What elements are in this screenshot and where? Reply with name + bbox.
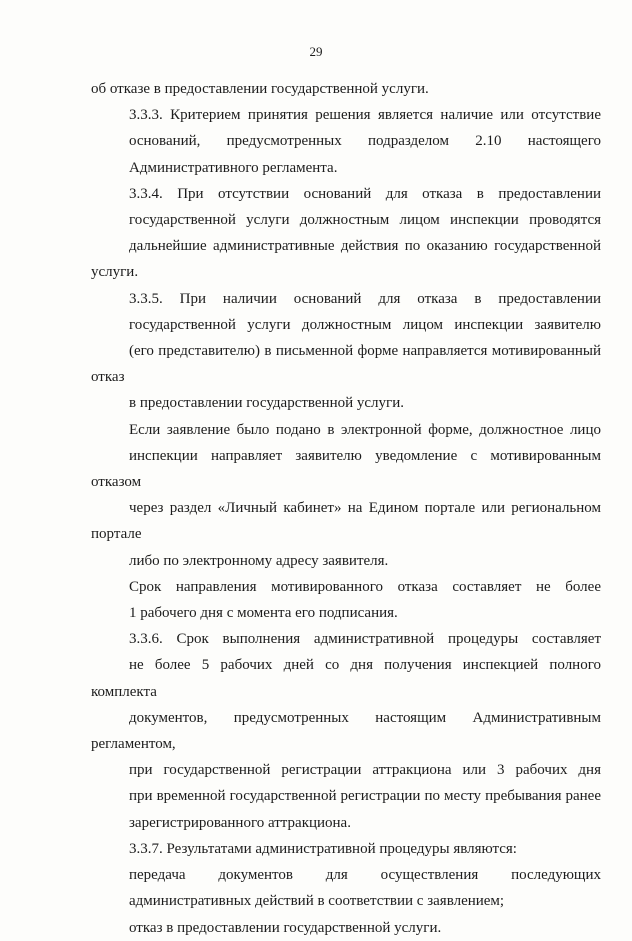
text-line: 3.3.4. При отсутствии оснований для отказа в предоставлении [129,185,601,202]
document-body [91,76,601,941]
text-line: оснований, предусмотренных подразделом 2.10 настоящего [129,133,601,150]
text-line: отказ в предоставлении государственной услуги. [129,919,442,936]
text-line: либо по электронному адресу заявителя. [129,552,389,569]
text-line: не более 5 рабочих дней со дня получения инспекцией полного комплекта [91,657,601,700]
text-line: (его представителю) в письменной форме направляется мотивированный отказ [91,343,601,386]
text-line: 3.3.7. Результатами административной процедуры являются: [129,840,517,857]
text-line: зарегистрированного аттракциона. [129,814,351,831]
paragraph-continuation [91,76,601,102]
text-line: 1 рабочего дня с момента его подписания. [129,605,398,622]
text-line: об отказе в предоставлении государственной услуги. [91,81,429,97]
text-line: 3.3.5. При наличии оснований для отказа в предоставлении [129,290,601,307]
paragraph-3-3-6 [91,626,601,836]
text-line: административных действий в соответствии с заявлением; [129,893,505,910]
page-number: 29 [309,44,323,59]
paragraph-3-3-5 [91,286,601,417]
paragraph-3-3-7 [91,836,601,862]
text-line: инспекции направляет заявителю уведомление с мотивированным отказом [91,447,601,491]
paragraph-3-3-4 [91,181,601,286]
text-line: через раздел «Личный кабинет» на Едином портале или региональном портале [91,500,601,543]
text-line: при государственной регистрации аттракциона или 3 рабочих дня [129,762,601,779]
text-line: 3.3.3. Критерием принятия решения является наличие или отсутствие [129,107,601,124]
paragraph-result-transfer [91,862,601,914]
text-line: дальнейшие административные действия по оказанию государственной услуги. [91,238,601,281]
text-line: 3.3.6. Срок выполнения административной процедуры составляет [129,631,601,648]
paragraph-result-refusal [91,915,601,941]
text-line: документов, предусмотренных настоящим Административным регламентом, [91,709,601,753]
text-line: государственной услуги должностным лицом инспекции заявителю [129,316,601,333]
text-line: передача документов для осуществления последующих [129,867,601,884]
text-line: Административного регламента. [129,159,338,176]
paragraph-refusal-term [91,574,601,626]
text-line: при временной государственной регистрации по месту пребывания ранее [129,788,601,805]
paragraph-3-3-3 [91,102,601,181]
text-line: Если заявление было подано в электронной форме, должностное лицо [129,421,601,438]
text-line: государственной услуги должностным лицом инспекции проводятся [129,212,601,229]
text-line: в предоставлении государственной услуги. [129,395,404,412]
paragraph-electronic-form [91,417,601,574]
text-line: Срок направления мотивированного отказа составляет не более [129,578,601,595]
